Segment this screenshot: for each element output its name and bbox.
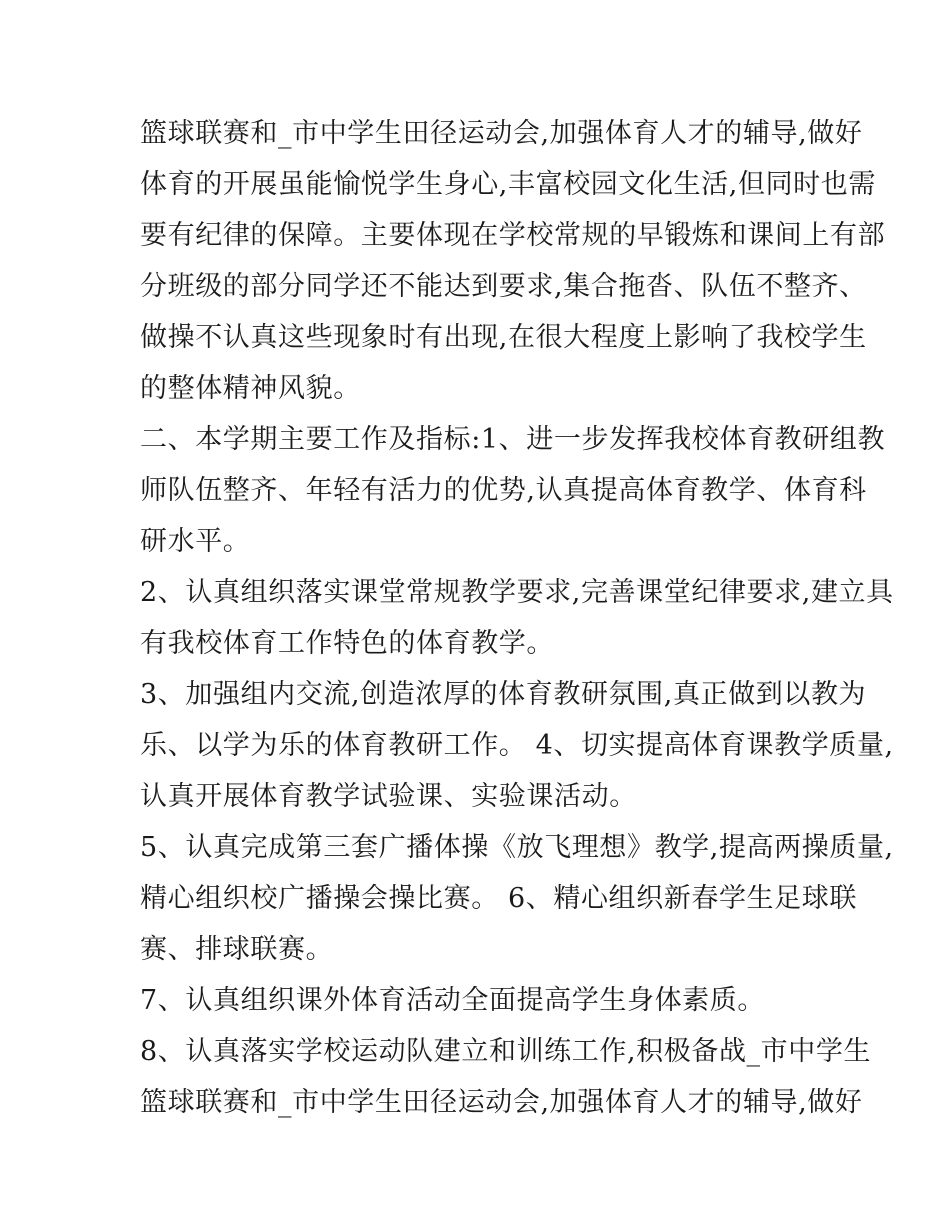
- text-line: 篮球联赛和_市中学生田径运动会,加强体育人才的辅导,做好: [140, 1087, 863, 1118]
- text-line: 体育的开展虽能愉悦学生身心,丰富校园文化生活,但同时也需: [140, 169, 876, 200]
- text-line: 3、加强组内交流,创造浓厚的体育教研氛围,真正做到以教为: [140, 679, 867, 710]
- text-line: 8、认真落实学校运动队建立和训练工作,积极备战_市中学生: [140, 1036, 872, 1067]
- document-body: [140, 108, 894, 1128]
- text-line: 分班级的部分同学还不能达到要求,集合拖沓、队伍不整齐、: [140, 271, 867, 302]
- text-line: 篮球联赛和_市中学生田径运动会,加强体育人才的辅导,做好: [140, 118, 863, 149]
- text-line: 7、认真组织课外体育活动全面提高学生身体素质。: [140, 985, 765, 1016]
- text-line: 2、认真组织落实课堂常规教学要求,完善课堂纪律要求,建立具: [140, 577, 894, 608]
- text-line: 研水平。: [140, 526, 251, 557]
- text-line: 乐、以学为乐的体育教研工作。 4、切实提高体育课教学质量,: [140, 730, 894, 761]
- text-line: 5、认真完成第三套广播体操《放飞理想》教学,提高两操质量,: [140, 832, 894, 863]
- text-line: 精心组织校广播操会操比赛。 6、精心组织新春学生足球联: [140, 883, 857, 914]
- text-line: 赛、排球联赛。: [140, 934, 334, 965]
- text-line: 师队伍整齐、年轻有活力的优势,认真提高体育教学、体育科: [140, 475, 867, 506]
- text-line: 认真开展体育教学试验课、实验课活动。: [140, 781, 637, 812]
- text-line: 有我校体育工作特色的体育教学。: [140, 628, 554, 659]
- text-line: 要有纪律的保障。主要体现在学校常规的早锻炼和课间上有部: [140, 220, 886, 251]
- text-line: 二、本学期主要工作及指标:1、进一步发挥我校体育教研组教: [140, 424, 886, 455]
- text-line: 做操不认真这些现象时有出现,在很大程度上影响了我校学生: [140, 322, 867, 353]
- text-line: 的整体精神风貌。: [140, 373, 361, 404]
